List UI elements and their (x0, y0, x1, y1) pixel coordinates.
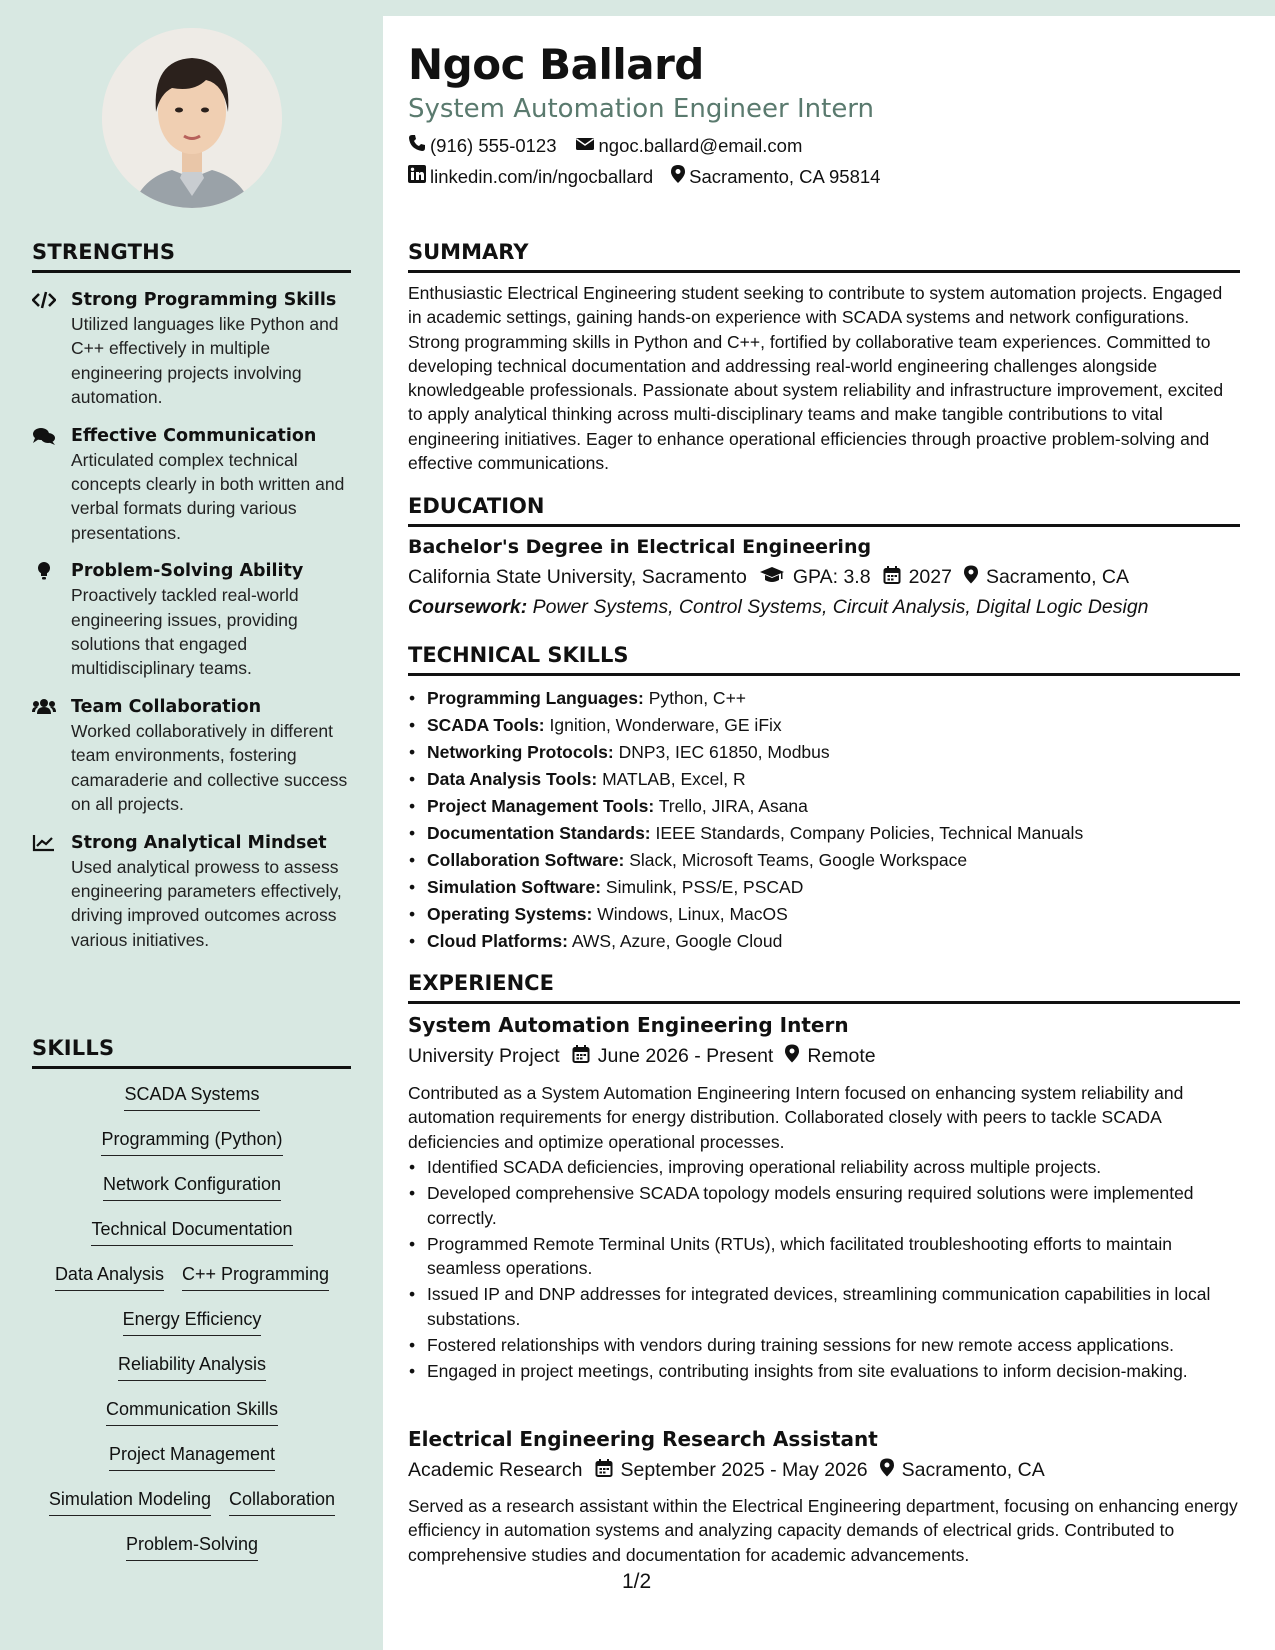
skill-values: Trello, JIRA, Asana (658, 796, 808, 816)
linkedin-contact[interactable] (408, 165, 653, 188)
job-location: Sacramento, CA (901, 1459, 1045, 1481)
candidate-name: Ngoc Ballard (408, 40, 704, 89)
strength-desc: Proactively tackled real-world engineering issues, providing solutions that engaged multidisciplinary teams. (71, 585, 299, 679)
skill-category: Collaboration Software: (427, 850, 625, 870)
skill-tag: Project Management (109, 1442, 275, 1471)
chart-line-icon (32, 833, 56, 853)
job-description: Contributed as a System Automation Engineering Intern focused on enhancing system reliability and automation requirements for energy distribution. Collaborated closely with peers to tackle SCADA deficiencies and optimize operational processes. (408, 1083, 1184, 1152)
skill-category: Project Management Tools: (427, 796, 655, 816)
strength-desc: Utilized languages like Python and C++ effectively in multiple engineering projects involving automation. (71, 314, 339, 408)
job-dates: June 2026 - Present (597, 1045, 774, 1067)
skill-tag: Technical Documentation (91, 1217, 292, 1246)
linkedin-icon (408, 165, 430, 188)
skill-category: Networking Protocols: (427, 742, 614, 762)
skill-values: Ignition, Wonderware, GE iFix (549, 715, 782, 735)
skill-values: Windows, Linux, MacOS (597, 904, 788, 924)
strength-item (32, 424, 352, 546)
strength-title: Problem-Solving Ability (71, 561, 304, 582)
strength-item (32, 831, 352, 953)
coursework-list: Power Systems, Control Systems, Circuit Analysis, Digital Logic Design (532, 596, 1149, 618)
skill-values: DNP3, IEC 61850, Modbus (618, 742, 830, 762)
list-item: • Issued IP and DNP addresses for integrated devices, streamlining communication capabilities in local substations. (408, 1282, 1240, 1331)
email-contact[interactable] (575, 135, 803, 157)
graduation-cap-icon (747, 566, 793, 590)
strengths-list (32, 288, 352, 966)
list-item: • Engaged in project meetings, contributing insights from site evaluations to inform decision-making. (408, 1359, 1240, 1383)
skill-values: MATLAB, Excel, R (602, 769, 746, 789)
list-item (408, 739, 1240, 766)
strength-item (32, 559, 352, 681)
calendar-icon (871, 566, 909, 590)
comments-icon (32, 426, 56, 446)
experience-heading: EXPERIENCE (408, 971, 1240, 1004)
coursework-line (408, 596, 1149, 619)
list-item (408, 901, 1240, 928)
summary-heading: SUMMARY (408, 240, 1240, 273)
candidate-title: System Automation Engineer Intern (408, 94, 875, 124)
summary-text: Enthusiastic Electrical Engineering student seeking to contribute to system automation projects. Engaged in academic settings, gaining hands-on experience with SCADA systems and network configurations. Strong programming skills in Python and C++, fortified by collaborative team experiences. Committed to developing technical documentation and addressing real-world engineering challenges alongside knowledgeable professionals. Passionate about system reliability and infrastructure improvement, excited to apply analytical thinking across multi-disciplinary teams and make tangible contributions to vital engineering initiatives. Eager to enhance operational efficiencies through proactive problem-solving and effective communications. (408, 283, 1224, 474)
graduation-year: 2027 (908, 566, 952, 588)
phone-icon (408, 134, 430, 157)
skill-category: Documentation Standards: (427, 823, 651, 843)
education-location: Sacramento, CA (985, 566, 1130, 588)
gpa-text: GPA: 3.8 (792, 566, 871, 588)
strengths-heading: STRENGTHS (32, 240, 351, 273)
envelope-icon (575, 135, 599, 157)
linkedin-link[interactable]: linkedin.com/in/ngocballard (430, 165, 654, 187)
job-dates: September 2025 - May 2026 (620, 1459, 868, 1481)
skill-tag: Energy Efficiency (123, 1307, 262, 1336)
skill-category: Cloud Platforms: (427, 931, 568, 951)
page-number: 1/2 (622, 1570, 652, 1593)
education-heading: EDUCATION (408, 494, 1240, 527)
phone-number: (916) 555-0123 (430, 134, 557, 156)
map-marker-icon (868, 1458, 902, 1483)
phone-contact (408, 134, 557, 157)
list-item (408, 766, 1240, 793)
map-marker-icon (773, 1044, 807, 1069)
email-link[interactable]: ngoc.ballard@email.com (598, 134, 803, 156)
skills-list (32, 1082, 352, 1577)
skill-values: Slack, Microsoft Teams, Google Workspace (629, 850, 968, 870)
job-location: Remote (807, 1045, 876, 1067)
calendar-icon (560, 1045, 598, 1069)
skills-heading: SKILLS (32, 1036, 351, 1069)
code-icon (32, 290, 56, 310)
skill-values: AWS, Azure, Google Cloud (571, 931, 783, 951)
profile-photo (102, 28, 282, 208)
list-item (408, 712, 1240, 739)
job-meta (408, 1458, 1045, 1483)
map-marker-icon (671, 165, 689, 188)
job-bullets (408, 1155, 1240, 1386)
strength-desc: Worked collaboratively in different team environments, fostering camaraderie and collective success on all projects. (71, 720, 348, 815)
list-item: • Programmed Remote Terminal Units (RTUs), which facilitated troubleshooting efforts to maintain seamless operations. (408, 1232, 1240, 1281)
job-title: System Automation Engineering Intern (408, 1013, 849, 1037)
job-description: Served as a research assistant within the Electrical Engineering department, focusing on enhancing energy efficiency in automation systems and analyzing capacity demands of electrical grids. Contributed to comprehensive studies and documentation for academic advancements. (408, 1496, 1238, 1565)
strength-title: Strong Programming Skills (71, 290, 337, 310)
contact-row (408, 165, 898, 188)
location-text: Sacramento, CA 95814 (689, 165, 881, 187)
list-item (408, 874, 1240, 901)
school-name: California State University, Sacramento (408, 566, 747, 588)
strength-item (32, 695, 352, 817)
skill-category: Programming Languages: (427, 688, 644, 708)
list-item: • Fostered relationships with vendors during training sessions for new remote access applications. (408, 1333, 1240, 1357)
list-item (408, 793, 1240, 820)
skill-tag: C++ Programming (182, 1262, 329, 1291)
map-marker-icon (952, 565, 986, 590)
skill-values: IEEE Standards, Company Policies, Technical Manuals (655, 823, 1084, 843)
location-contact (671, 165, 880, 188)
job-meta (408, 1044, 876, 1069)
skill-tag: Simulation Modeling (49, 1487, 211, 1516)
list-item (408, 928, 1240, 955)
list-item (408, 820, 1240, 847)
job-organization: University Project (408, 1045, 560, 1067)
skill-values: Python, C++ (648, 688, 747, 708)
list-item (408, 685, 1240, 712)
strength-item (32, 288, 352, 410)
calendar-icon (583, 1459, 621, 1483)
skill-category: Simulation Software: (427, 877, 602, 897)
skill-values: Simulink, PSS/E, PSCAD (605, 877, 804, 897)
skill-tag: Network Configuration (103, 1172, 281, 1201)
users-icon (32, 697, 56, 717)
skill-category: Operating Systems: (427, 904, 593, 924)
education-meta (408, 565, 1129, 590)
coursework-label: Coursework: (408, 596, 528, 618)
strength-title: Team Collaboration (71, 696, 262, 717)
strength-desc: Articulated complex technical concepts clearly in both written and verbal formats during various presentations. (71, 449, 345, 543)
skill-category: Data Analysis Tools: (427, 769, 598, 789)
technical-skills-list (408, 685, 1240, 955)
job-title: Electrical Engineering Research Assistant (408, 1427, 878, 1451)
lightbulb-icon (32, 561, 56, 581)
skill-tag: Collaboration (229, 1487, 335, 1516)
strength-title: Strong Analytical Mindset (71, 832, 327, 853)
skill-tag: Communication Skills (106, 1397, 278, 1426)
skill-tag: Reliability Analysis (118, 1352, 266, 1381)
strength-title: Effective Communication (71, 425, 317, 446)
list-item (408, 847, 1240, 874)
contact-row (408, 134, 820, 157)
skill-category: SCADA Tools: (427, 715, 545, 735)
degree-title: Bachelor's Degree in Electrical Engineering (408, 536, 872, 558)
strength-desc: Used analytical prowess to assess engineering parameters effectively, driving improved outcomes across various initiatives. (71, 856, 342, 950)
skill-tag: SCADA Systems (124, 1082, 259, 1111)
job-organization: Academic Research (408, 1459, 583, 1481)
skill-tag: Data Analysis (55, 1262, 164, 1291)
technical-skills-heading: TECHNICAL SKILLS (408, 643, 1240, 676)
skill-tag: Programming (Python) (101, 1127, 282, 1156)
skill-tag: Problem-Solving (126, 1532, 258, 1561)
list-item: • Identified SCADA deficiencies, improving operational reliability across multiple projects. (408, 1155, 1240, 1179)
list-item: • Developed comprehensive SCADA topology models ensuring required solutions were implemented correctly. (408, 1181, 1240, 1230)
